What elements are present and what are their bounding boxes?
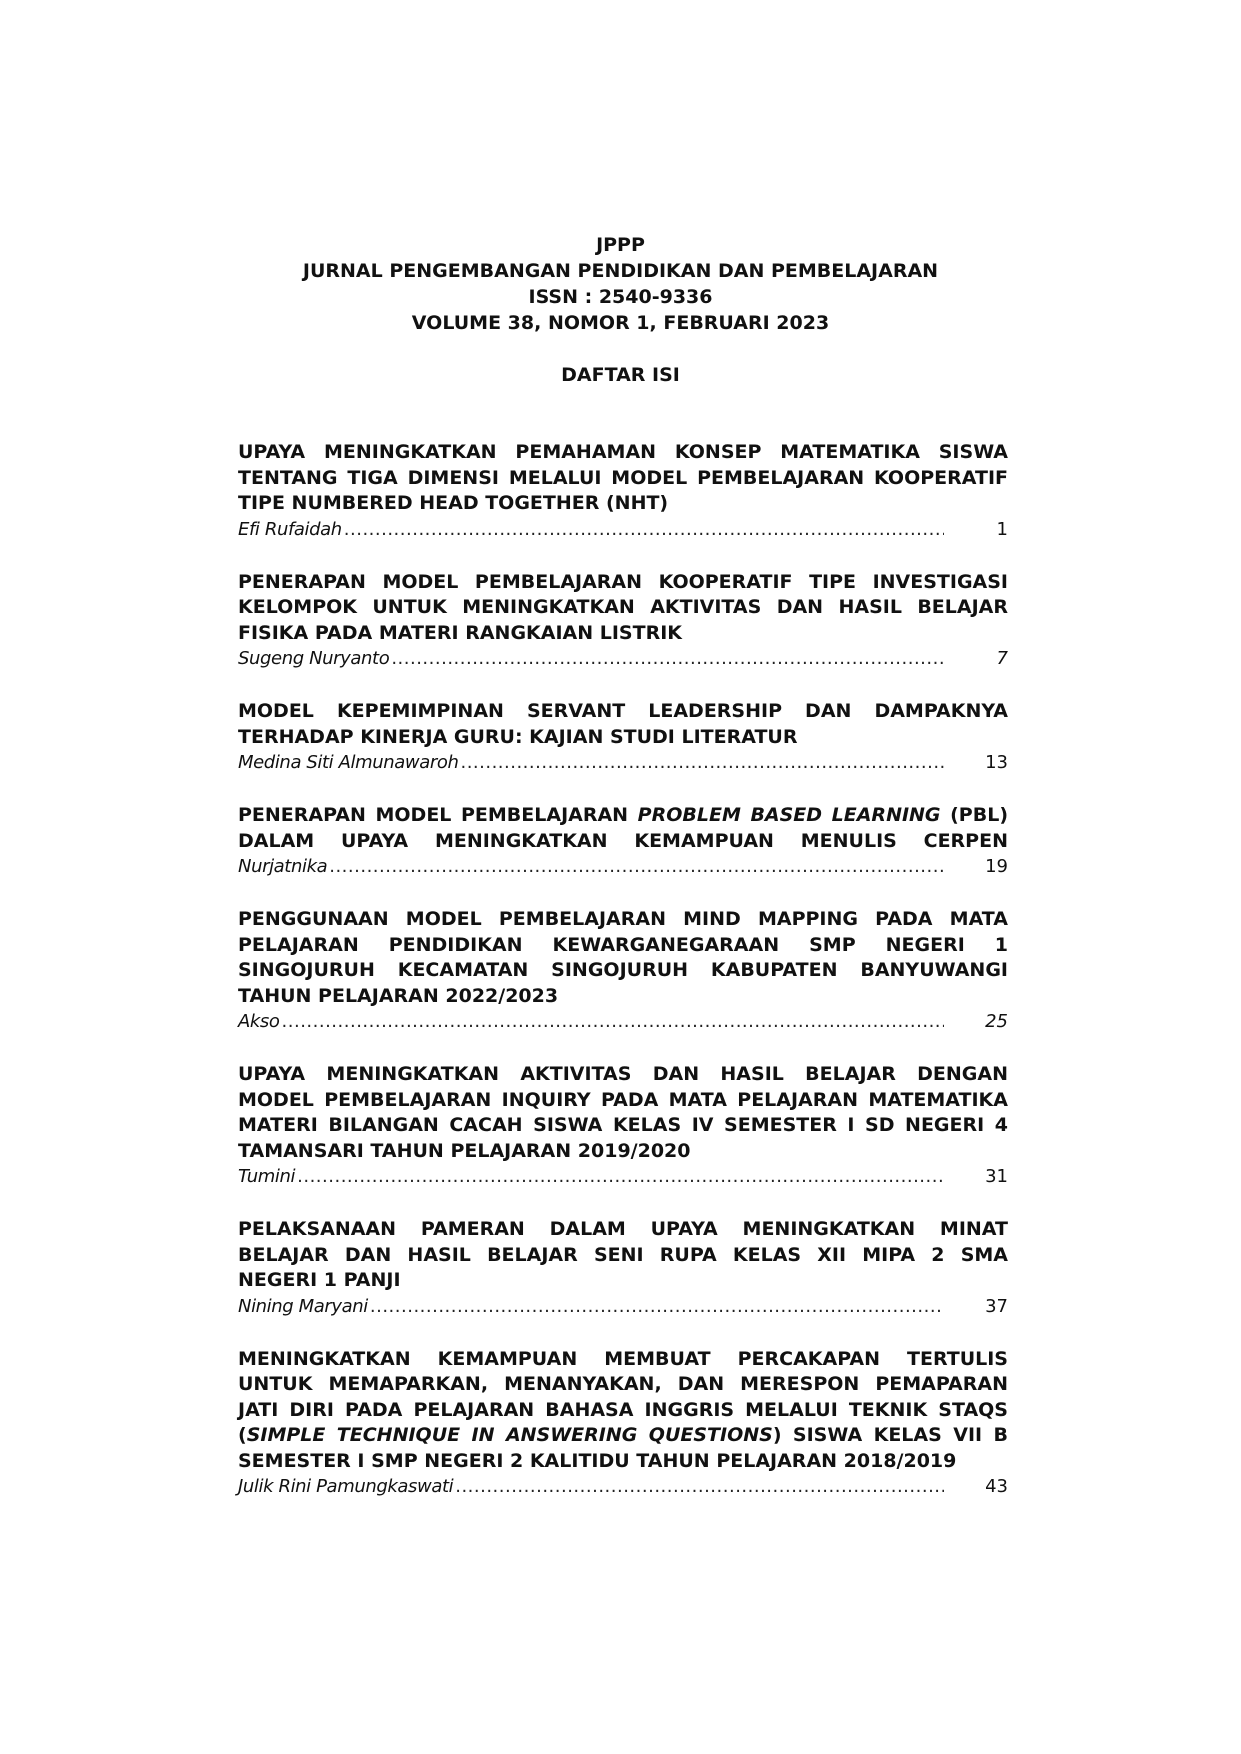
toc-entry[interactable] [238, 803, 1008, 880]
article-author: Nurjatnika [238, 856, 328, 877]
page-number: 13 [985, 752, 1008, 773]
article-title [238, 803, 1008, 854]
page-number: 43 [985, 1476, 1008, 1497]
title-emphasis: PROBLEM BASED LEARNING [637, 804, 941, 826]
article-title-line: NEGERI 1 PANJI [238, 1269, 401, 1291]
article-author: Sugeng Nuryanto [238, 648, 390, 669]
article-title-line: UPAYA MENINGKATKAN AKTIVITAS DAN HASIL BELAJAR DENGAN [238, 1063, 1008, 1085]
toc-entry[interactable] [238, 570, 1008, 673]
page-number: 7 [996, 648, 1008, 669]
article-title-line: MODEL PEMBELAJARAN INQUIRY PADA MATA PELAJARAN MATEMATIKA [238, 1088, 1008, 1111]
toc-entry[interactable] [238, 907, 1008, 1035]
page-number: 1 [996, 518, 1008, 540]
article-title [238, 570, 1008, 647]
title-text: ( [238, 1424, 247, 1446]
journal-volume: VOLUME 38, NOMOR 1, FEBRUARI 2023 [411, 312, 830, 334]
title-text: ) SISWA KELAS VII B [772, 1424, 1008, 1446]
article-title-line: TENTANG TIGA DIMENSI MELALUI MODEL PEMBELAJARAN KOOPERATIF [238, 466, 1008, 489]
article-title-line: JATI DIRI PADA PELAJARAN BAHASA INGGRIS MELALUI TEKNIK STAQS [238, 1398, 1008, 1421]
title-text: (PBL) [940, 804, 1008, 826]
article-title-line: TAHUN PELAJARAN 2022/2023 [238, 984, 559, 1007]
article-title-line: KELOMPOK UNTUK MENINGKATKAN AKTIVITAS DAN HASIL BELAJAR [238, 596, 1008, 618]
author-row [238, 854, 1008, 880]
article-author: Efi Rufaidah [238, 518, 342, 540]
toc-heading: DAFTAR ISI [561, 364, 680, 386]
author-row [238, 750, 1008, 776]
article-title-line [238, 803, 1008, 829]
toc-entry[interactable] [238, 1062, 1008, 1190]
article-title [238, 699, 1008, 750]
article-title-line: MODEL KEPEMIMPINAN SERVANT LEADERSHIP DAN DAMPAKNYA [238, 700, 1008, 722]
author-row [238, 1164, 1008, 1190]
dot-leader [391, 646, 944, 672]
dot-leader [329, 854, 944, 880]
dot-leader [282, 1009, 944, 1035]
article-title-line: PENERAPAN MODEL PEMBELAJARAN KOOPERATIF TIPE INVESTIGASI [238, 570, 1008, 593]
article-title-line: FISIKA PADA MATERI RANGKAIAN LISTRIK [238, 621, 683, 644]
article-title-line: BELAJAR DAN HASIL BELAJAR SENI RUPA KELAS XII MIPA 2 SMA [238, 1243, 1008, 1266]
article-title-line: PELAKSANAAN PAMERAN DALAM UPAYA MENINGKATKAN MINAT [238, 1218, 1008, 1240]
article-title-line: SINGOJURUH KECAMATAN SINGOJURUH KABUPATEN BANYUWANGI [238, 959, 1008, 981]
article-title-line: TAMANSARI TAHUN PELAJARAN 2019/2020 [238, 1139, 691, 1162]
toc-entry[interactable] [238, 1347, 1008, 1501]
dot-leader [455, 1474, 944, 1500]
article-title-line: MATERI BILANGAN CACAH SISWA KELAS IV SEMESTER I SD NEGERI 4 [238, 1114, 1008, 1136]
article-title-line: TIPE NUMBERED HEAD TOGETHER (NHT) [238, 492, 669, 514]
article-title-line: TERHADAP KINERJA GURU: KAJIAN STUDI LITERATUR [238, 725, 798, 748]
article-title-line: SEMESTER I SMP NEGERI 2 KALITIDU TAHUN PELAJARAN 2018/2019 [238, 1449, 957, 1472]
article-title-line: UPAYA MENINGKATKAN PEMAHAMAN KONSEP MATEMATIKA SISWA [238, 441, 1008, 463]
article-author: Tumini [238, 1166, 296, 1187]
article-title-line: MENINGKATKAN KEMAMPUAN MEMBUAT PERCAKAPAN TERTULIS [238, 1347, 1008, 1370]
author-row [238, 646, 1008, 672]
journal-issn: ISSN : 2540-9336 [528, 286, 713, 308]
journal-name: JURNAL PENGEMBANGAN PENDIDIKAN DAN PEMBELAJARAN [302, 260, 939, 282]
author-row [238, 1294, 1008, 1320]
journal-abbreviation: JPPP [596, 234, 645, 256]
article-title [238, 1347, 1008, 1475]
page-number: 37 [985, 1295, 1008, 1317]
article-title [238, 1217, 1008, 1294]
article-author: Akso [238, 1011, 280, 1032]
article-title [238, 1062, 1008, 1164]
toc-entry[interactable] [238, 440, 1008, 543]
page-number: 31 [985, 1166, 1008, 1187]
dot-leader [370, 1294, 944, 1320]
article-title-line [238, 1423, 1008, 1449]
article-title-line: PENGGUNAAN MODEL PEMBELAJARAN MIND MAPPING PADA MATA [238, 908, 1008, 930]
article-title-line: UNTUK MEMAPARKAN, MENANYAKAN, DAN MERESPON PEMAPARAN [238, 1373, 1008, 1395]
author-row [238, 1009, 1008, 1035]
article-title [238, 440, 1008, 517]
dot-leader [344, 517, 944, 543]
author-row [238, 517, 1008, 543]
article-title [238, 907, 1008, 1009]
page-number: 19 [985, 856, 1008, 877]
title-emphasis: SIMPLE TECHNIQUE IN ANSWERING QUESTIONS [246, 1424, 773, 1446]
article-author: Nining Maryani [238, 1295, 368, 1317]
dot-leader [297, 1164, 944, 1190]
article-author: Julik Rini Pamungkaswati [238, 1476, 454, 1497]
table-of-contents [238, 440, 1008, 1527]
article-title-line: DALAM UPAYA MENINGKATKAN KEMAMPUAN MENULIS CERPEN [238, 829, 1008, 852]
article-title-line: PELAJARAN PENDIDIKAN KEWARGANEGARAAN SMP NEGERI 1 [238, 933, 1008, 956]
dot-leader [460, 750, 944, 776]
author-row [238, 1474, 1008, 1500]
journal-header [0, 232, 1241, 336]
page-number: 25 [985, 1011, 1008, 1032]
title-text: PENERAPAN MODEL PEMBELAJARAN [238, 804, 638, 826]
toc-entry[interactable] [238, 1217, 1008, 1320]
article-author: Medina Siti Almunawaroh [238, 752, 459, 773]
toc-entry[interactable] [238, 699, 1008, 776]
